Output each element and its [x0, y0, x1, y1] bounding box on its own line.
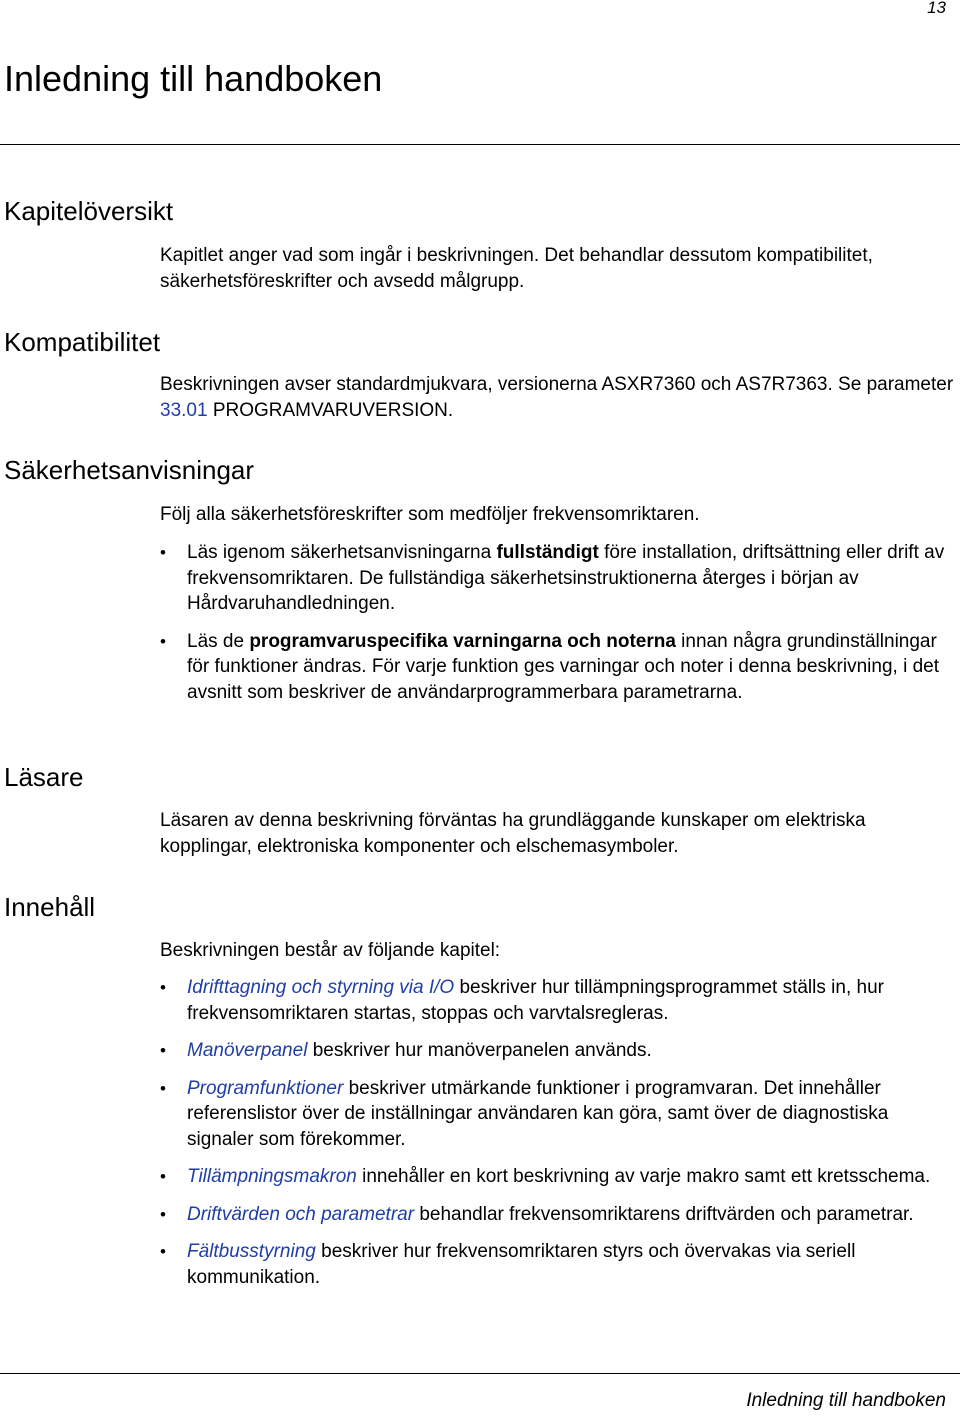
page-footer: Inledning till handboken	[746, 1390, 946, 1411]
section-text-kapiteloversikt: Kapitlet anger vad som ingår i beskrivningen. Det behandlar dessutom kompatibilitet, säkerhetsföreskrifter och avsedd målgrupp.	[160, 245, 873, 292]
emphasis-text: programvaruspecifika varningarna och noterna	[249, 630, 676, 652]
section-heading-lasare: Läsare	[4, 762, 84, 792]
footer-divider	[0, 1373, 960, 1374]
list-item: • Driftvärden och parametrar behandlar frekvensomriktarens driftvärden och parametrar.	[160, 1202, 960, 1228]
section-intro-sakerhetsanvisningar: Följ alla säkerhetsföreskrifter som medföljer frekvensomriktaren.	[160, 504, 700, 525]
chapter-list	[160, 975, 960, 1290]
chapter-link[interactable]: Manöverpanel	[187, 1040, 308, 1061]
section-heading-kompatibilitet: Kompatibilitet	[4, 327, 161, 357]
section-heading-sakerhetsanvisningar: Säkerhetsanvisningar	[4, 455, 255, 485]
chapter-link[interactable]: Idrifttagning och styrning via I/O	[187, 977, 455, 998]
list-item: • Programfunktioner beskriver utmärkande funktioner i programvaran. Det innehåller referenslistor över de inställningar användaren kan göra, samt över de diagnostiska signaler som förekommer.	[160, 1076, 960, 1153]
list-item: • Manöverpanel beskriver hur manöverpanelen används.	[160, 1038, 960, 1064]
section-text-lasare: Läsaren av denna beskrivning förväntas ha grundläggande kunskaper om elektriska kopplingar, elektroniska komponenter och elschemasymboler.	[160, 810, 866, 857]
chapter-link[interactable]: Tillämpningsmakron	[187, 1166, 357, 1187]
kompat-text-after: PROGRAMVARUVERSION.	[207, 399, 454, 421]
page-title: Inledning till handboken	[4, 58, 383, 99]
section-heading-kapiteloversikt: Kapitelöversikt	[4, 196, 174, 226]
section-text-kompatibilitet	[160, 372, 960, 423]
title-divider	[0, 144, 960, 145]
list-item: • Fältbusstyrning beskriver hur frekvensomriktaren styrs och övervakas via seriell kommunikation.	[160, 1239, 960, 1290]
emphasis-text: fullständigt	[496, 542, 599, 563]
safety-bullet-list	[160, 540, 960, 705]
list-item: • Läs de programvaruspecifika varningarna och noterna innan några grundinställningar för funktioner ändras. För varje funktion ges varningar och noter i denna beskrivning, i det avsnitt som beskriver de användarprogrammerbara parametrarna.	[160, 629, 960, 706]
section-heading-innehall: Innehåll	[4, 892, 96, 922]
chapter-link[interactable]: Driftvärden och parametrar	[187, 1203, 415, 1225]
list-item: • Idrifttagning och styrning via I/O beskriver hur tillämpningsprogrammet ställs in, hur frekvensomriktaren startas, stoppas och varvtalsregleras.	[160, 975, 960, 1026]
section-intro-innehall: Beskrivningen består av följande kapitel:	[160, 940, 501, 961]
page-number: 13	[927, 0, 946, 17]
kompat-text-before: Beskrivningen avser standardmjukvara, versionerna ASXR7360 och AS7R7363. Se parameter	[160, 374, 954, 395]
parameter-link[interactable]: 33.01	[160, 399, 208, 421]
list-item: • Tillämpningsmakron innehåller en kort beskrivning av varje makro samt ett kretsschema.	[160, 1164, 960, 1190]
chapter-link[interactable]: Fältbusstyrning	[187, 1241, 316, 1262]
list-item: • Läs igenom säkerhetsanvisningarna fullständigt före installation, driftsättning eller drift av frekvensomriktaren. De fullständiga säkerhetsinstruktionerna återges i början av Hårdvaruhandledningen.	[160, 540, 960, 617]
chapter-link[interactable]: Programfunktioner	[187, 1077, 344, 1099]
